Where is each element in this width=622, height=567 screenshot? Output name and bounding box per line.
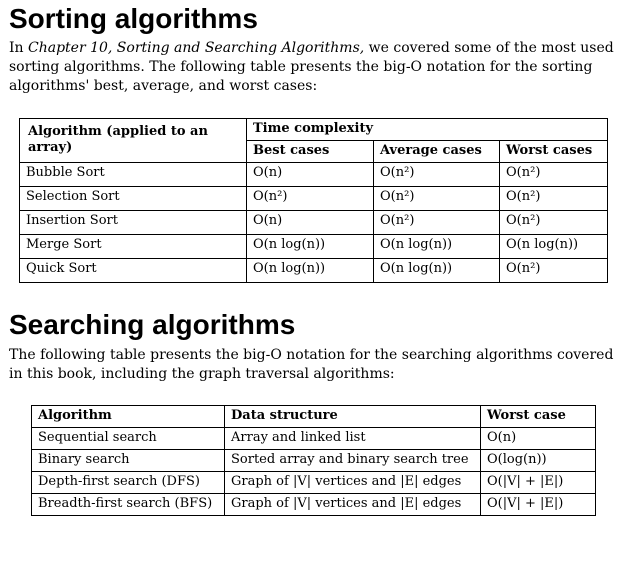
header-algorithm: Algorithm (applied to an array) [20,119,247,163]
header-algorithm: Algorithm [32,406,225,428]
table-row [32,428,596,450]
data-structure-cell: Graph of |V| vertices and |E| edges [225,472,481,494]
searching-intro: The following table presents the big-O notation for the searching algorithms covered in this book, including the graph traversal algorithms: [9,347,614,382]
algorithm-cell: Breadth-first search (BFS) [32,494,225,516]
header-data-structure: Data structure [225,406,481,428]
best-case-cell: O(n²) [247,187,374,211]
average-case-cell: O(n²) [374,211,500,235]
sorting-intro-post: we covered some of the most used sorting algorithms. The following table presents the big-O notation for the sorting algorithms' best, average, and worst cases: [9,40,614,94]
worst-case-cell: O(n²) [500,259,608,283]
table-row [20,211,608,235]
table-row [20,259,608,283]
best-case-cell: O(n) [247,211,374,235]
chapter-reference: Chapter 10, Sorting and Searching Algorithms, [28,40,365,56]
searching-complexity-table [31,405,596,516]
worst-case-cell: O(log(n)) [481,450,596,472]
best-case-cell: O(n) [247,163,374,187]
algorithm-cell: Merge Sort [20,235,247,259]
algorithm-cell: Quick Sort [20,259,247,283]
algorithm-cell: Bubble Sort [20,163,247,187]
searching-heading: Searching algorithms [9,309,296,340]
sorting-intro-pre: In [9,40,28,56]
worst-case-cell: O(n log(n)) [500,235,608,259]
table-row [32,450,596,472]
sorting-complexity-table [19,118,608,283]
worst-case-cell: O(n) [481,428,596,450]
algorithm-cell: Depth-first search (DFS) [32,472,225,494]
algorithm-cell: Insertion Sort [20,211,247,235]
average-case-cell: O(n log(n)) [374,235,500,259]
sorting-heading: Sorting algorithms [9,3,258,34]
table-header-row [32,406,596,428]
worst-case-cell: O(n²) [500,211,608,235]
worst-case-cell: O(|V| + |E|) [481,472,596,494]
table-header-row [20,119,608,141]
header-best-cases: Best cases [247,141,374,163]
worst-case-cell: O(n²) [500,187,608,211]
table-row [20,163,608,187]
data-structure-cell: Sorted array and binary search tree [225,450,481,472]
algorithm-cell: Selection Sort [20,187,247,211]
table-row [32,494,596,516]
sorting-intro [9,39,615,96]
worst-case-cell: O(|V| + |E|) [481,494,596,516]
algorithm-cell: Sequential search [32,428,225,450]
header-average-cases: Average cases [374,141,500,163]
header-time-complexity: Time complexity [247,119,608,141]
data-structure-cell: Array and linked list [225,428,481,450]
worst-case-cell: O(n²) [500,163,608,187]
table-row [20,187,608,211]
average-case-cell: O(n²) [374,187,500,211]
table-row [32,472,596,494]
best-case-cell: O(n log(n)) [247,259,374,283]
average-case-cell: O(n log(n)) [374,259,500,283]
header-worst-case: Worst case [481,406,596,428]
header-worst-cases: Worst cases [500,141,608,163]
best-case-cell: O(n log(n)) [247,235,374,259]
average-case-cell: O(n²) [374,163,500,187]
algorithm-cell: Binary search [32,450,225,472]
data-structure-cell: Graph of |V| vertices and |E| edges [225,494,481,516]
table-row [20,235,608,259]
